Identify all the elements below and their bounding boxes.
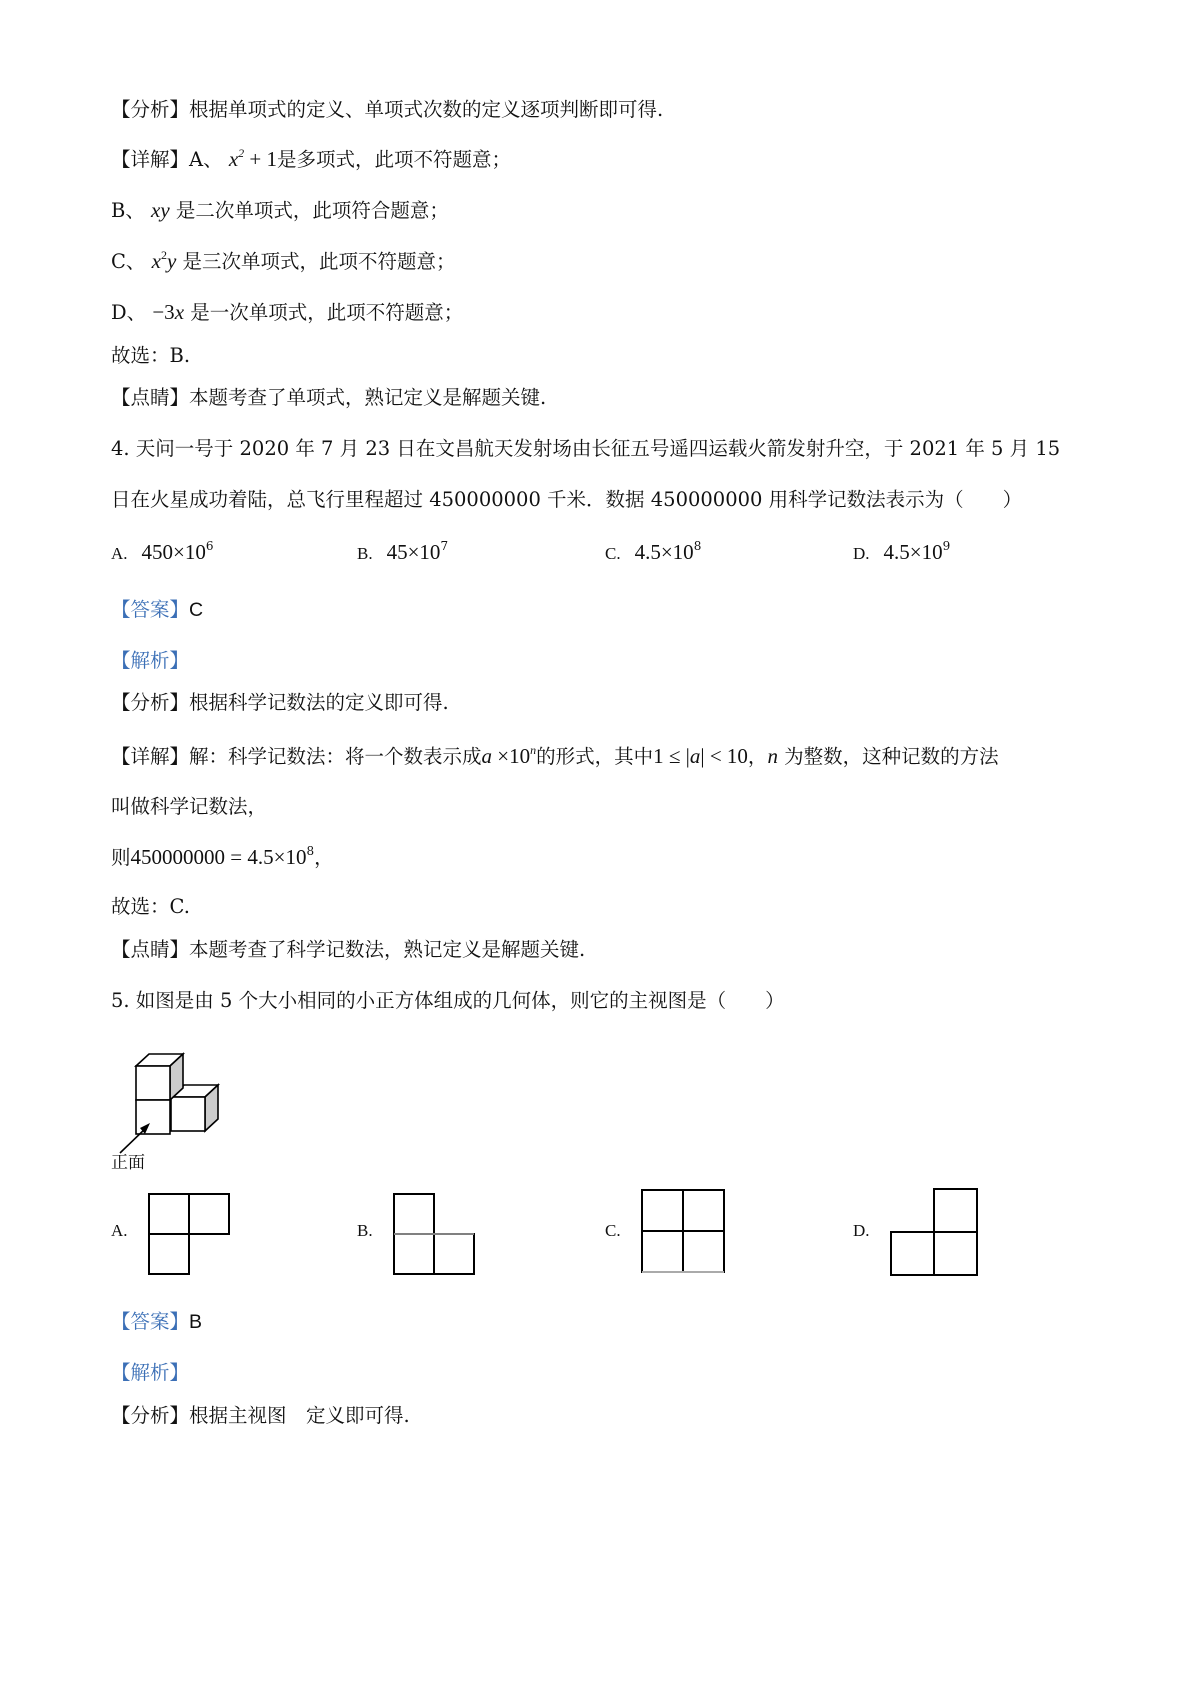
q4-option-c: C. $4.5\times 10^8$ xyxy=(605,539,702,564)
q4-option-b: B. $45\times 10^7$ xyxy=(357,539,449,564)
answer-value: B xyxy=(189,1311,203,1333)
q4-detail-line2: 叫做科学记数法， xyxy=(111,795,268,818)
q5-analysis: 【分析】根据主视图 定义即可得. xyxy=(111,1404,410,1427)
front-label: 正面 xyxy=(111,1153,145,1173)
q4-stem-line1: 4. 天问一号于 2020 年 7 月 23 日在文昌航天发射场由长征五号遥四运载火箭发射升空，于 2021 年 5 月 15 xyxy=(111,437,1061,460)
q3-choose: 故选：B. xyxy=(111,344,191,367)
q4-jiexi: 【解析】 xyxy=(111,649,190,672)
q3-option-b: B、 xy 是二次单项式，此项符合题意； xyxy=(111,198,449,222)
expr-result: 450000000 = 4.5×10 xyxy=(130,845,307,869)
expr-range: 1 ≤ |a| < 10 xyxy=(653,744,748,768)
answer-tag: 【答案】 xyxy=(111,1310,190,1333)
q4-analysis: 【分析】根据科学记数法的定义即可得. xyxy=(111,691,449,714)
q3-analysis: 【分析】根据单项式的定义、单项式次数的定义逐项判断即可得. xyxy=(111,98,664,121)
q4-choose: 故选：C. xyxy=(111,895,190,918)
q4-answer xyxy=(111,596,203,624)
expr-x2-plus-1: $x^2$ xyxy=(228,146,245,171)
q3-detail-a: 【详解】A、 $x^2 + 1$是多项式，此项不符题意； xyxy=(111,146,511,171)
q5-option-c-label: C. xyxy=(605,1221,621,1240)
answer-value: C xyxy=(189,599,204,621)
expr-x2y: $x^2y$ xyxy=(151,248,177,273)
q5-jiexi: 【解析】 xyxy=(111,1361,190,1384)
q4-option-d: D. $4.5\times 10^9$ xyxy=(853,539,951,564)
q4-comment: 【点睛】本题考查了科学记数法，熟记定义是解题关键. xyxy=(111,938,586,961)
q4-detail: 【详解】解：科学记数法：将一个数表示成$a \times 10^n$的形式，其中1 ≤ |a| < 10，n 为整数，这种记数的方法 xyxy=(111,743,999,768)
q3-comment: 【点睛】本题考查了单项式，熟记定义是解题关键. xyxy=(111,386,547,409)
q4-option-a: A. $450\times 10^6$ xyxy=(111,539,214,564)
q5-option-d-label: D. xyxy=(853,1221,870,1240)
answer-tag: 【答案】 xyxy=(111,598,190,621)
q5-answer xyxy=(111,1308,202,1336)
q3-option-c: C、 $x^2y$ 是三次单项式，此项不符题意； xyxy=(111,248,456,273)
q5-option-a-label: A. xyxy=(111,1221,128,1240)
q5-option-b-figure xyxy=(393,1193,483,1283)
q4-stem-line2: 日在火星成功着陆，总飞行里程超过 450000000 千米．数据 450000000 用科学记数法表示为（ ） xyxy=(111,488,1023,511)
q5-option-c-figure xyxy=(641,1189,731,1279)
q5-option-a-figure xyxy=(148,1193,238,1283)
q5-option-b-label: B. xyxy=(357,1221,373,1240)
q4-then: 则$450000000 = 4.5\times 10^8$， xyxy=(111,844,334,869)
expr-minus-3x: x xyxy=(174,300,185,324)
detail-tag: 【详解】 xyxy=(111,148,190,171)
q5-stem: 5. 如图是由 5 个大小相同的小正方体组成的几何体，则它的主视图是（ ） xyxy=(111,989,785,1012)
q3-option-d: D、 −3x 是一次单项式，此项不符题意； xyxy=(111,300,464,324)
cube-solid-figure xyxy=(126,1035,256,1155)
q5-option-d-figure xyxy=(889,1188,989,1288)
expr-xy: xy xyxy=(151,198,170,222)
expr-a-times-10n: a xyxy=(481,744,493,768)
